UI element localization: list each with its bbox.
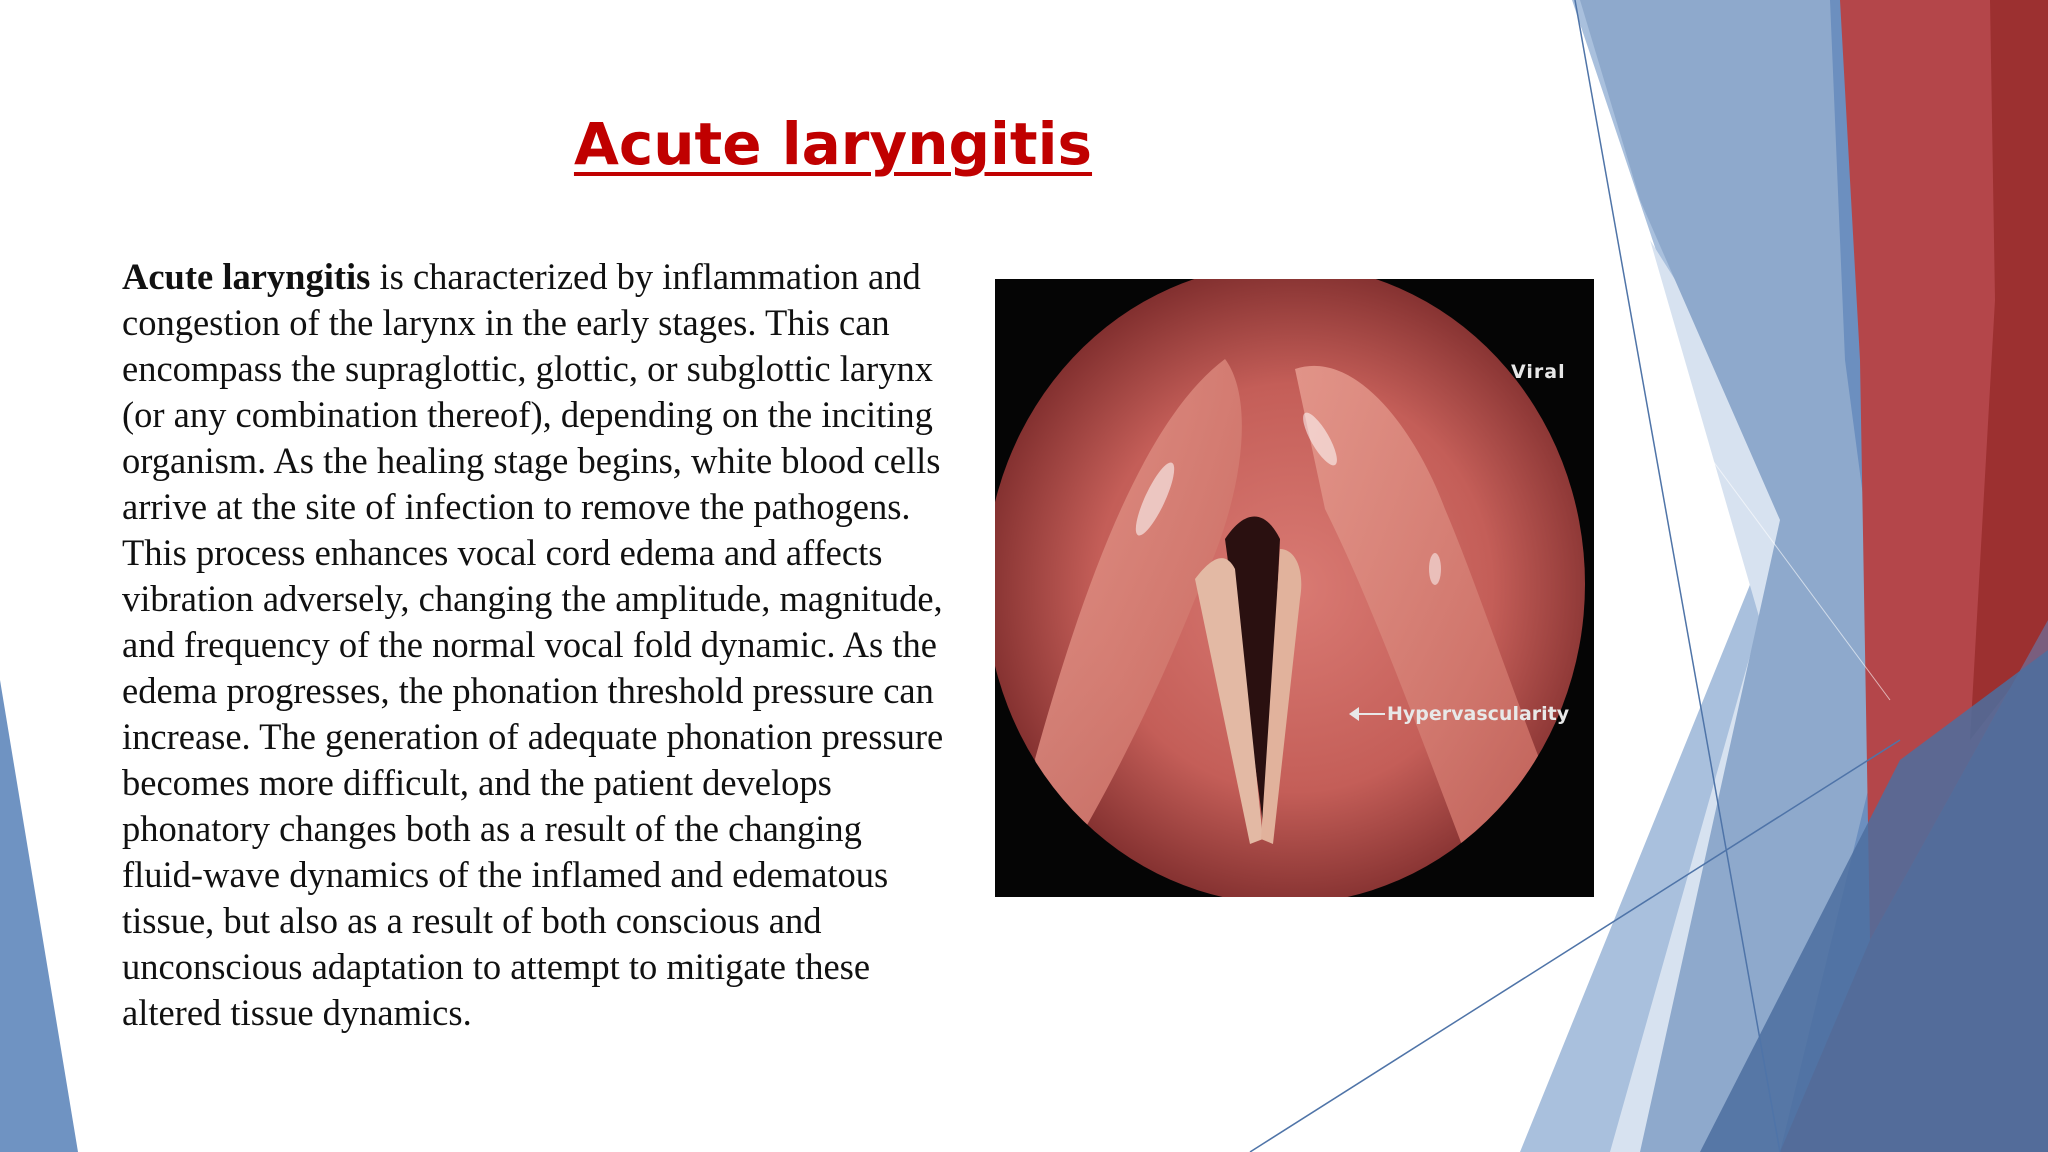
figure-annotation: [1351, 703, 1569, 725]
slide-body-text: [122, 254, 952, 1036]
figure-label-hypervascularity: Hypervascularity: [1387, 703, 1570, 725]
figure-label-viral: Viral: [1511, 361, 1566, 383]
body-description: is characterized by inflammation and congestion of the larynx in the early stages. This can encompass the supraglottic, glottic, or subglottic larynx (or any combination thereof), depending on the inciting organism. As the healing stage begins, white blood cells arrive at the site of infection to remove the pathogens. This process enhances vocal cord edema and affects vibration adversely, changing the amplitude, magnitude, and frequency of the normal vocal fold dynamic. As the edema progresses, the phonation threshold pressure can increase. The generation of adequate phonation pressure becomes more difficult, and the patient develops phonatory changes both as a result of the changing fluid-wave dynamics of the inflamed and edematous tissue, but also as a result of both conscious and unconscious adaptation to attempt to mitigate these altered tissue dynamics.: [122, 256, 944, 1033]
larynx-illustration: [995, 279, 1594, 897]
left-arrow-icon: [1351, 713, 1385, 715]
slide-title: Acute laryngitis: [573, 110, 1093, 178]
left-accent-shape: [0, 680, 78, 1152]
laryngoscopy-image: [995, 279, 1594, 897]
body-term: Acute laryngitis: [122, 256, 371, 297]
